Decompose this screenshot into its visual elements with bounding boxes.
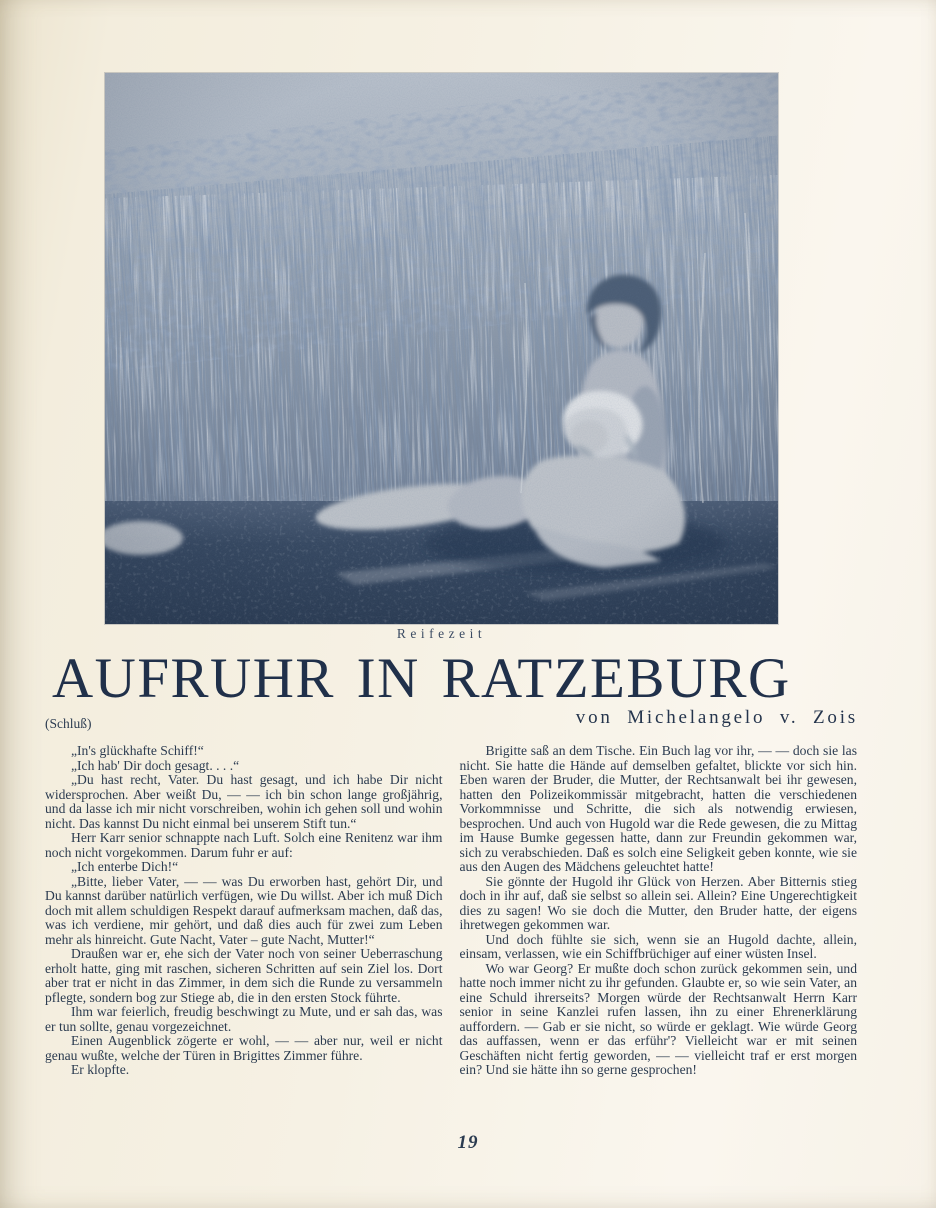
paragraph: „Ich enterbe Dich!“ — [71, 859, 179, 874]
article-byline: von Michelangelo v. Zois — [575, 707, 858, 728]
paragraph: Ihm war feierlich, freudig beschwingt zu Mute, und er sah das, was er tun sollte, genau vorgezeichnet. — [45, 1004, 443, 1034]
article-title: AUFRUHR IN RATZEBURG — [52, 647, 791, 710]
article-photo — [105, 73, 778, 624]
paragraph: Und doch fühlte sie sich, wenn sie an Hugold dachte, allein, einsam, verlassen, wie ein Schiffbrüchiger auf einer wüsten Insel. — [459, 931, 857, 961]
photo-caption: Reifezeit — [396, 626, 487, 641]
paragraph: Brigitte saß an dem Tische. Ein Buch lag vor ihr, — — doch sie las nicht. Sie hatte die Hände auf demselben gefaltet, blickte vor sich hin. Eben waren der Bruder, die Mutter, der Rechtsanwalt bei ihr gewesen, hatten den Polizeikommissär mitgebracht, hatten die verschiedenen Vorkommnisse und Schritte, die sich als notwendig erwiesen, besprochen. Und auch von Hugold war die Rede gewesen, die zu Mittag im Hause Bumke gegessen hatte, dann zur Freundin gekommen war, sich zu verabschieden. Daß es solch eine Seligkeit geben konnte, wie sie aus den Augen des Mädchens geleuchtet hatte! — [459, 743, 857, 874]
paragraph: Sie gönnte der Hugold ihr Glück von Herzen. Aber Bitternis stieg doch in ihr auf, daß sie selbst so allein sei. Allein? Eine Ungerechtigkeit dies zu sagen! Wo sie doch die Mutter, den Bruder hatte, der eigens ihretwegen gekommen war. — [459, 873, 857, 932]
article-body — [45, 744, 857, 1078]
paragraph: „Bitte, lieber Vater, — — was Du erworben hast, gehört Dir, und Du kannst darüber natürlich verfügen, wie Du willst. Aber ich muß Dich doch mit allem schuldigen Respekt darauf aufmerksam machen, daß das, was ich verdiene, mir gehört, und daß dies auch für zwei zum Leben mehr als hinreicht. Gute Nacht, Vater – gute Nacht, Mutter!“ — [45, 873, 443, 947]
text-column-left — [45, 744, 443, 1078]
paragraph: Einen Augenblick zögerte er wohl, — — aber nur, weil er nicht genau wußte, welche der Türen in Brigittes Zimmer führe. — [45, 1033, 443, 1063]
paragraph: Draußen war er, ehe sich der Vater noch von seiner Ueberraschung erholt hatte, ging mit raschen, sicheren Schritten auf sein Ziel los. Dort aber trat er nicht in das Zimmer, in dem sich die Runde zu versammeln pflegte, sondern bog zur Stiege ab, die in den ersten Stock führte. — [45, 946, 443, 1005]
paragraph: „In's glückhafte Schiff!“ — [71, 743, 204, 758]
paragraph: Er klopfte. — [71, 1062, 130, 1077]
paragraph: „Du hast recht, Vater. Du hast gesagt, und ich habe Dir nicht widersprochen. Aber weißt Du, — — ich bin schon lange großjährig, und da lasse ich mir nicht vorschreiben, wohin ich gehen soll und wohin nicht. Das kannst Du nicht einmal bei unserem Stift tun.“ — [45, 772, 443, 831]
paragraph: „Ich hab' Dir doch gesagt. . . .“ — [71, 757, 240, 773]
photo-illustration — [105, 73, 778, 624]
continuation-note: (Schluß) — [45, 716, 92, 731]
paragraph: Wo war Georg? Er mußte doch schon zurück gekommen sein, und hatte noch immer nicht zu ihr gefunden. Glaubte er, so wie sein Vater, an eine Schuld ihrerseits? Morgen würde der Rechtsanwalt Herrn Karr senior in seine Kanzlei rufen lassen, ihn zu einer Ehrenerklärung auffordern. — Gab er sie nicht, so würde er geklagt. Wie würde Georg das auffassen, wenn er das erführ'? Vielleicht war er mit seinen Geschäften nicht fertig geworden, — — vielleicht traf er erst morgen ein? Und sie hätte ihn so gerne gesprochen! — [459, 960, 857, 1077]
page-number: 19 — [457, 1132, 479, 1153]
text-column-right — [460, 744, 858, 1078]
paragraph: Herr Karr senior schnappte nach Luft. Solch eine Renitenz war ihm noch nicht vorgekommen. Darum fuhr er auf: — [45, 830, 443, 860]
